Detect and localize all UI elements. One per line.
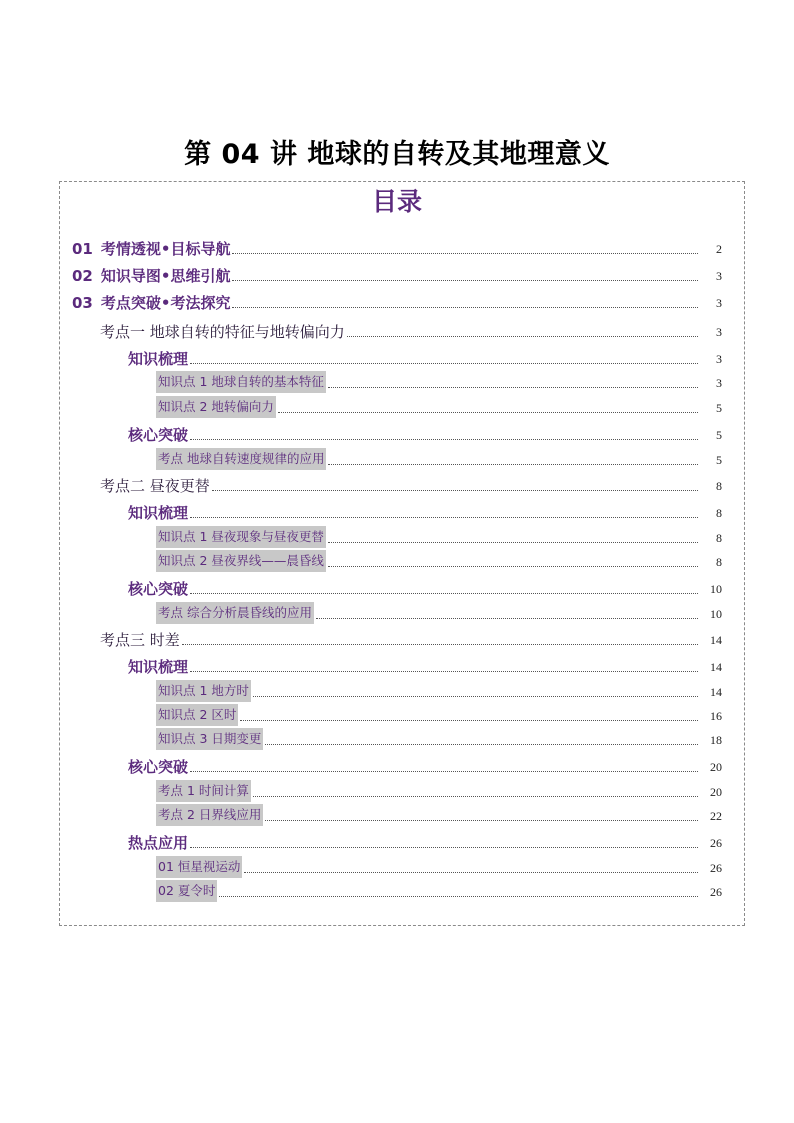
toc-entry-text: 考点二 昼夜更替 [100,477,210,495]
toc-entry-label [128,503,188,523]
toc-dot-leader [240,720,698,721]
toc-entry-text: 01 恒星视运动 [158,859,241,874]
toc-entry-label [156,856,242,878]
toc-entry-text: 知识梳理 [128,658,189,676]
toc-dot-leader [328,542,698,543]
toc-entry-text: 知识点 1 地方时 [158,683,249,698]
toc-dot-leader [190,771,698,772]
toc-entry-text: 考情透视•目标导航 [100,240,231,258]
toc-page-number: 26 [710,836,722,850]
toc-page-number: 26 [710,885,722,899]
toc-page-number: 16 [710,709,722,723]
toc-entry[interactable] [0,878,794,902]
toc-entry[interactable] [0,726,794,750]
toc-page-number: 22 [710,809,722,823]
toc-entry-label [128,657,188,677]
toc-entry-text: 考点 2 日界线应用 [158,807,262,822]
toc-entry[interactable] [0,753,794,777]
toc-entry-label [156,448,326,470]
toc-entry[interactable] [0,653,794,677]
toc-entry-label [128,579,188,599]
toc-dot-leader [232,280,698,281]
toc-entry-text: 考点突破•考法探究 [100,294,231,312]
toc-page-number: 3 [716,325,722,339]
toc-dot-leader [328,387,698,388]
toc-dot-leader [190,847,698,848]
toc-page-number: 14 [710,685,722,699]
toc-entry[interactable] [0,345,794,369]
toc-page-number: 18 [710,733,722,747]
toc-dot-leader [212,490,698,491]
toc-entry-text: 核心突破 [128,580,189,598]
toc-dot-leader [253,696,698,697]
toc-entry[interactable] [0,262,794,286]
toc-entry-text: 核心突破 [128,426,189,444]
toc-entry-label [100,322,345,342]
toc-entry-label [128,425,188,445]
toc-page-number: 20 [710,760,722,774]
toc-entry-text: 考点一 地球自转的特征与地转偏向力 [100,323,345,341]
toc-dot-leader [253,796,698,797]
toc-entry-label [156,396,276,418]
toc-page-number: 3 [716,352,722,366]
toc-entry[interactable] [0,778,794,802]
toc-page-number: 14 [710,660,722,674]
toc-entry-text: 知识导图•思维引航 [100,267,231,285]
toc-dot-leader [190,593,698,594]
toc-entry[interactable] [0,235,794,259]
toc-page-number: 2 [716,242,722,256]
toc-entry-label [72,266,230,286]
toc-dot-leader [316,618,698,619]
toc-entry[interactable] [0,802,794,826]
toc-page-number: 3 [716,376,722,390]
toc-entry-label [128,349,188,369]
toc-entry-text: 考点 综合分析晨昏线的应用 [158,605,312,620]
toc-dot-leader [190,363,698,364]
toc-entry-text: 知识点 2 昼夜界线——晨昏线 [158,553,324,568]
toc-dot-leader [219,896,698,897]
toc-entry-text: 考点 1 时间计算 [158,783,249,798]
toc-entry-text: 知识点 3 日期变更 [158,731,262,746]
toc-dot-leader [347,336,698,337]
toc-entry-text: 知识点 1 昼夜现象与昼夜更替 [158,529,324,544]
toc-entry[interactable] [0,702,794,726]
toc-page-number: 5 [716,453,722,467]
toc-page-number: 3 [716,269,722,283]
toc-entry-number: 02 [72,267,93,285]
toc-entry-label [156,371,326,393]
toc-dot-leader [265,744,698,745]
toc-dot-leader [328,464,698,465]
toc-entry-label [156,780,251,802]
toc-entry-text: 02 夏令时 [158,883,216,898]
toc-page-number: 8 [716,555,722,569]
toc-entry[interactable] [0,472,794,496]
toc-entry-label [156,728,263,750]
toc-page-number: 8 [716,506,722,520]
toc-entry[interactable] [0,446,794,470]
toc-dot-leader [190,671,698,672]
toc-entry-text: 知识梳理 [128,504,189,522]
toc-entry-text: 考点 地球自转速度规律的应用 [158,451,325,466]
toc-entry-number: 01 [72,240,93,258]
toc-entry[interactable] [0,318,794,342]
toc-dot-leader [244,872,698,873]
toc-entry-label [156,680,251,702]
toc-entry[interactable] [0,626,794,650]
toc-entry-label [156,602,314,624]
toc-entry[interactable] [0,499,794,523]
toc-dot-leader [278,412,698,413]
toc-dot-leader [232,307,698,308]
toc-entry[interactable] [0,854,794,878]
toc-page-number: 8 [716,479,722,493]
document-title: 第 04 讲 地球的自转及其地理意义 [184,139,610,170]
toc-dot-leader [190,439,698,440]
toc-heading: 目录 [371,187,422,216]
toc-entry-label [156,804,263,826]
toc-dot-leader [232,253,698,254]
toc-entry-text: 热点应用 [128,834,189,852]
toc-entry[interactable] [0,289,794,313]
toc-entry-label [72,293,230,313]
toc-entry[interactable] [0,369,794,393]
toc-entry[interactable] [0,829,794,853]
toc-entry-text: 核心突破 [128,758,189,776]
toc-entry-text: 知识点 2 地转偏向力 [158,399,274,414]
toc-page-number: 3 [716,296,722,310]
toc-dot-leader [265,820,698,821]
toc-entry-label [156,704,238,726]
toc-entry[interactable] [0,524,794,548]
toc-entry-number: 03 [72,294,93,312]
toc-entry-label [156,526,326,548]
toc-dot-leader [190,517,698,518]
toc-entry-label [100,630,180,650]
toc-dot-leader [328,566,698,567]
toc-page-number: 10 [710,607,722,621]
toc-entry[interactable] [0,421,794,445]
toc-entry[interactable] [0,548,794,572]
toc-page-number: 14 [710,633,722,647]
toc-page-number: 5 [716,428,722,442]
toc-entry[interactable] [0,575,794,599]
toc-entry-text: 考点三 时差 [100,631,180,649]
toc-entry[interactable] [0,394,794,418]
toc-entry-text: 知识点 1 地球自转的基本特征 [158,374,324,389]
toc-page-number: 8 [716,531,722,545]
toc-entry[interactable] [0,678,794,702]
toc-page-number: 10 [710,582,722,596]
toc-entry-text: 知识梳理 [128,350,189,368]
toc-entry-label [156,880,217,902]
toc-entry[interactable] [0,600,794,624]
toc-entry-label [156,550,326,572]
toc-entry-text: 知识点 2 区时 [158,707,237,722]
toc-entry-label [128,833,188,853]
toc-dot-leader [182,644,698,645]
toc-entry-label [72,239,230,259]
toc-page-number: 5 [716,401,722,415]
toc-page-number: 26 [710,861,722,875]
toc-page-number: 20 [710,785,722,799]
toc-entry-label [128,757,188,777]
toc-entry-label [100,476,210,496]
